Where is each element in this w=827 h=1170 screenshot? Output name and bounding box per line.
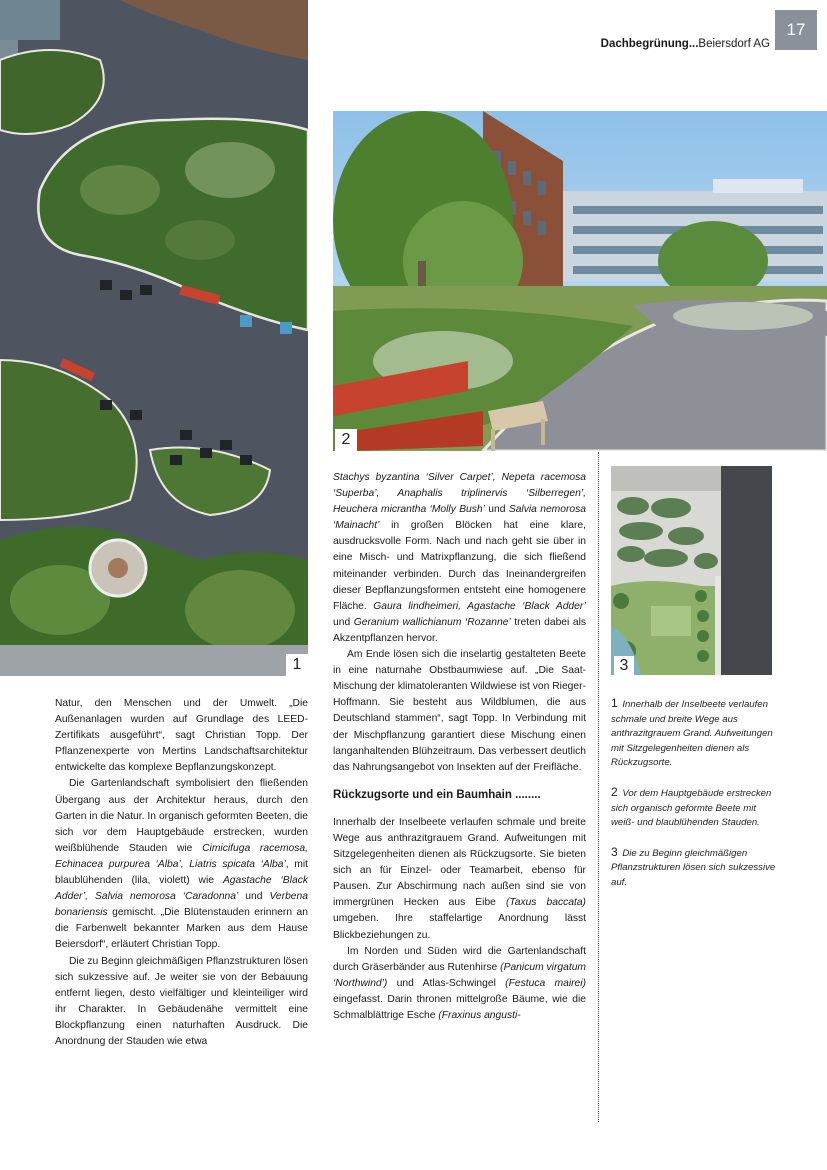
- article-column-1: [55, 696, 308, 1050]
- text-run: und: [238, 891, 270, 903]
- caption-2: [611, 785, 776, 831]
- page-number-badge: [775, 10, 817, 50]
- column2-paragraph-1: [333, 470, 586, 647]
- figure-2-label: [335, 429, 357, 451]
- figure-1-label: [286, 654, 308, 676]
- text-run: umgeben. Ihre staffelartige Anordnung lässt Blickbeziehungen zu.: [333, 913, 586, 941]
- captions-column: [611, 696, 776, 905]
- subheading: Rückzugsorte und ein Baumhain ........: [333, 788, 541, 801]
- caption-text: Innerhalb der Inselbeete verlaufen schmale und breite Wege aus anthrazitgrauem Grand. Aufweitungen mit Sitzgelegenheiten dienen als Rückzugsorte.: [611, 699, 773, 769]
- figure-2-number: 2: [341, 431, 351, 448]
- text-run: und Atlas-Schwingel: [387, 977, 506, 989]
- text-run: treten dabei als Akzentpflanzen hervor.: [333, 616, 587, 644]
- site-plan-illustration: [611, 466, 772, 675]
- photo-courtyard: [333, 111, 827, 451]
- plant-names: Geranium wallichianum ‘Rozanne’: [353, 616, 511, 628]
- aerial-garden-illustration: [0, 0, 308, 676]
- courtyard-illustration: [333, 111, 827, 451]
- photo-aerial-garden: [0, 0, 308, 676]
- text-run: eingefasst. Darin thronen mittelgroße Bäume, wie die Schmalblättrige Esche: [333, 993, 586, 1021]
- header-section: Dachbegrünung...: [600, 38, 699, 50]
- figure-3-label: [614, 656, 634, 675]
- figure-3-number: 3: [619, 657, 629, 674]
- page-number: 17: [786, 20, 806, 39]
- column2-paragraph-2: Am Ende lösen sich die inselartig gestalteten Beete in eine naturnahe Obstbaumwiese auf. „Die Saat-Mischung der klimatoleranten Wildwiese ist von Rieger-Hoffmann. Sie besteht aus Wildblumen, die aus Deutschland stammen“, sagt Topp. In Verbindung mit der Mischpflanzung garantiert diese Mischung einen langanhaltenden Blühzeitraum. Das verbessert deutlich das Nahrungsangebot von Insekten auf der Freifläche.: [333, 649, 586, 773]
- caption-3: [611, 845, 776, 891]
- text-run: gemischt. „Die Blütenstauden erinnern an die Farbenwelt bekannter Marken aus dem Hause Beiersdorf“, erläutert Christian Topp.: [55, 907, 308, 951]
- column1-paragraph-1: Natur, den Menschen und der Umwelt. „Die Außenanlagen wurden auf Grundlage des LEED-Zertifikats ausgeführt“, sagt Christian Topp. Der Pflanzenexperte von Mertins Landschaftsarchitektur entwickelte das komplexe Bepflanzungskonzept.: [55, 698, 308, 774]
- plant-names: (Festuca mairei): [505, 977, 586, 989]
- article-column-2: [333, 470, 586, 1024]
- text-run: Die Gartenlandschaft symbolisiert den fließenden Übergang aus der Architektur heraus, durch den Garten in die Natur. In organisch geformten Beeten, die sich vor dem Hauptgebäude erstrecken, wurden weißblühende Stauden wie: [55, 778, 308, 854]
- caption-number: 3: [611, 844, 618, 859]
- plant-names: Agastache ‘Black Adder’, Salvia nemorosa ‘Caradonna’: [55, 875, 308, 903]
- plant-names: Cimicifuga racemosa, Echinacea purpurea ‘Alba’, Liatris spicata ‘Alba’: [55, 842, 308, 870]
- plant-names: (Panicum virgatum ‘Northwind’): [333, 961, 586, 989]
- text-run: , mit blaublühenden (lila, violett) wie: [55, 858, 308, 887]
- text-run: Innerhalb der Inselbeete verlaufen schmale und breite Wege aus anthrazitgrauem Grand. Aufweitungen mit Sitzgelegenheiten dienen als Rückzugsorte. Sie bieten sich an für Einzel- oder Teamarbeit, ebenso für Pausen. Zur Abschirmung nach außen sind sie von immergrünen Hecken aus Eibe: [333, 816, 586, 909]
- figure-1-number: 1: [292, 656, 302, 673]
- header-company: Beiersdorf AG: [698, 38, 770, 50]
- caption-text: Die zu Beginn gleichmäßigen Pflanzstrukturen lösen sich sukzessive auf.: [611, 847, 776, 888]
- caption-number: 2: [611, 784, 618, 799]
- column-divider: [598, 452, 599, 1122]
- column2-paragraph-4: [333, 944, 586, 1024]
- photo-site-plan: [611, 466, 772, 675]
- text-run: Im Norden und Süden wird die Gartenlandschaft durch Gräserbänder aus Rutenhirse: [333, 945, 586, 973]
- plant-names: Verbena bonariensis: [55, 891, 308, 919]
- plant-names: Stachys byzantina ‘Silver Carpet’, Nepeta racemosa ‘Superba’, Anaphalis triplinervis ‘Silberregen’, Heuchera micrantha ‘Molly Bush’: [333, 472, 586, 516]
- caption-text: Vor dem Hauptgebäude erstrecken sich organisch geformte Beete mit weiß- und blaublühenden Stauden.: [611, 787, 772, 829]
- plant-names: (Fraxinus angusti-: [438, 1010, 521, 1021]
- running-header: [601, 38, 770, 50]
- plant-names: Gaura lindheimeri, Agastache ‘Black Adder’: [373, 600, 586, 612]
- text-run: und: [333, 616, 354, 628]
- caption-number: 1: [611, 696, 618, 710]
- text-run: und: [484, 504, 509, 516]
- caption-1: [611, 696, 776, 771]
- column1-paragraph-2: [55, 776, 308, 953]
- column1-paragraph-3: Die zu Beginn gleichmäßigen Pflanzstrukturen lösen sich sukzessive auf. Je weiter sie von der Bebauung entfernt liegen, desto vielfältiger und kleinteiliger wird ihr Charakter. In Gebäudenähe vermittelt eine Blockpflanzung einen naturhaften Ausdruck. Die Anordnung der Stauden wie etwa: [55, 955, 308, 1047]
- plant-names: (Taxus baccata): [505, 897, 586, 909]
- text-run: in großen Blöcken hat eine klare, ausdrucksvolle Form. Nach und nach geht sie über in eine Misch- und Matrixpflanzung, die sich fließend miteinander verbinden. Durch das Ineinandergreifen dieser Bepflanzungsformen entsteht eine homogenere Fläche.: [333, 520, 586, 612]
- plant-names: Salvia nemorosa ‘Mainacht’: [333, 504, 587, 532]
- column2-paragraph-3: [333, 815, 586, 944]
